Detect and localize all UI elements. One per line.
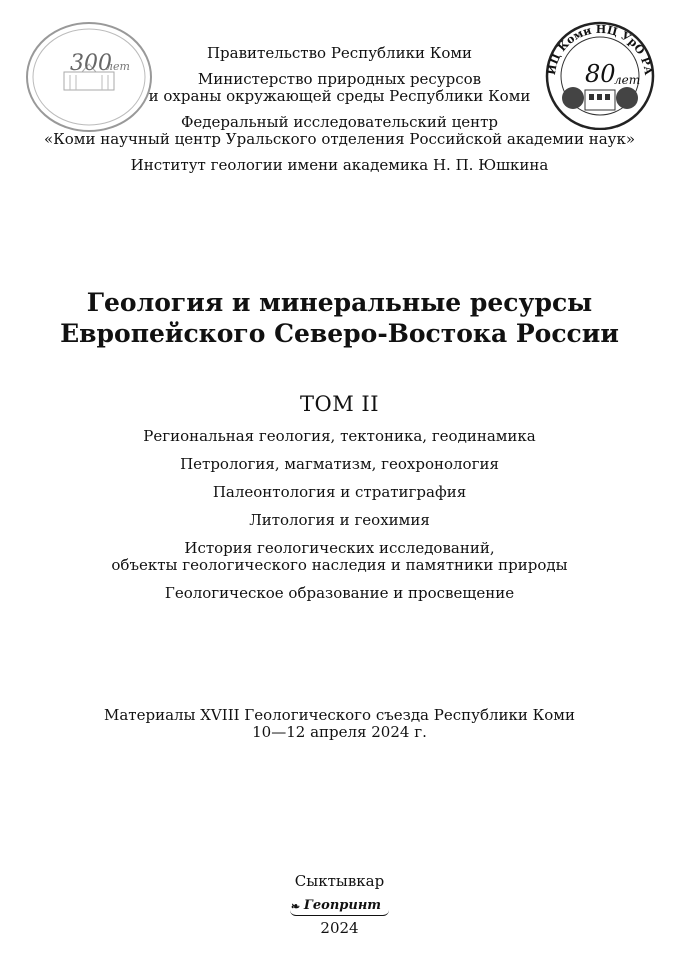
topic-item: Палеонтология и стратиграфия xyxy=(212,483,467,501)
topic-item: История геологических исследований, объекты геологического наследия и памятники природы xyxy=(111,539,568,574)
volume-label: ТОМ II xyxy=(300,392,379,416)
org-institute: Институт геологии имени академика Н. П. Юшкина xyxy=(130,156,549,174)
materials-line-1: Материалы XVIII Геологического съезда Республики Коми xyxy=(104,706,575,724)
org-research-center: Федеральный исследовательский центр «Коми научный центр Уральского отделения Российской академии наук» xyxy=(43,113,636,148)
topic-item: Петрология, магматизм, геохронология xyxy=(180,455,499,473)
imprint-year: 2024 xyxy=(320,919,359,937)
publisher-name: Геопринт xyxy=(303,898,382,913)
leaf-icon: ❧ xyxy=(290,900,301,913)
topic-item: Литология и геохимия xyxy=(249,511,430,529)
seal-right-ring-text: ИЦ Коми НЦ УрО РА xyxy=(544,22,656,76)
publisher-logo xyxy=(290,896,389,916)
book-title xyxy=(0,287,679,349)
conference-materials xyxy=(0,707,679,741)
org-ministry: Министерство природных ресурсов и охраны окружающей среды Республики Коми xyxy=(148,70,531,105)
topic-item: Региональная геология, тектоника, геодинамика xyxy=(143,427,536,445)
seal-right-suffix: лет xyxy=(614,73,641,87)
seal-left-number: 300 xyxy=(70,51,112,76)
title-line-2: Европейского Северо-Востока России xyxy=(60,319,619,348)
materials-dates: 10—12 апреля 2024 г. xyxy=(252,723,427,741)
seal-left-suffix: лет xyxy=(106,60,130,73)
organizations-block xyxy=(0,45,679,183)
topic-item: Геологическое образование и просвещение xyxy=(164,584,515,602)
seal-right-number: 80 xyxy=(585,60,616,88)
org-government: Правительство Республики Коми xyxy=(206,44,473,62)
topics-list xyxy=(0,428,679,613)
imprint-block xyxy=(0,873,679,937)
title-line-1: Геология и минеральные ресурсы xyxy=(86,288,593,317)
imprint-city: Сыктывкар xyxy=(294,872,385,890)
